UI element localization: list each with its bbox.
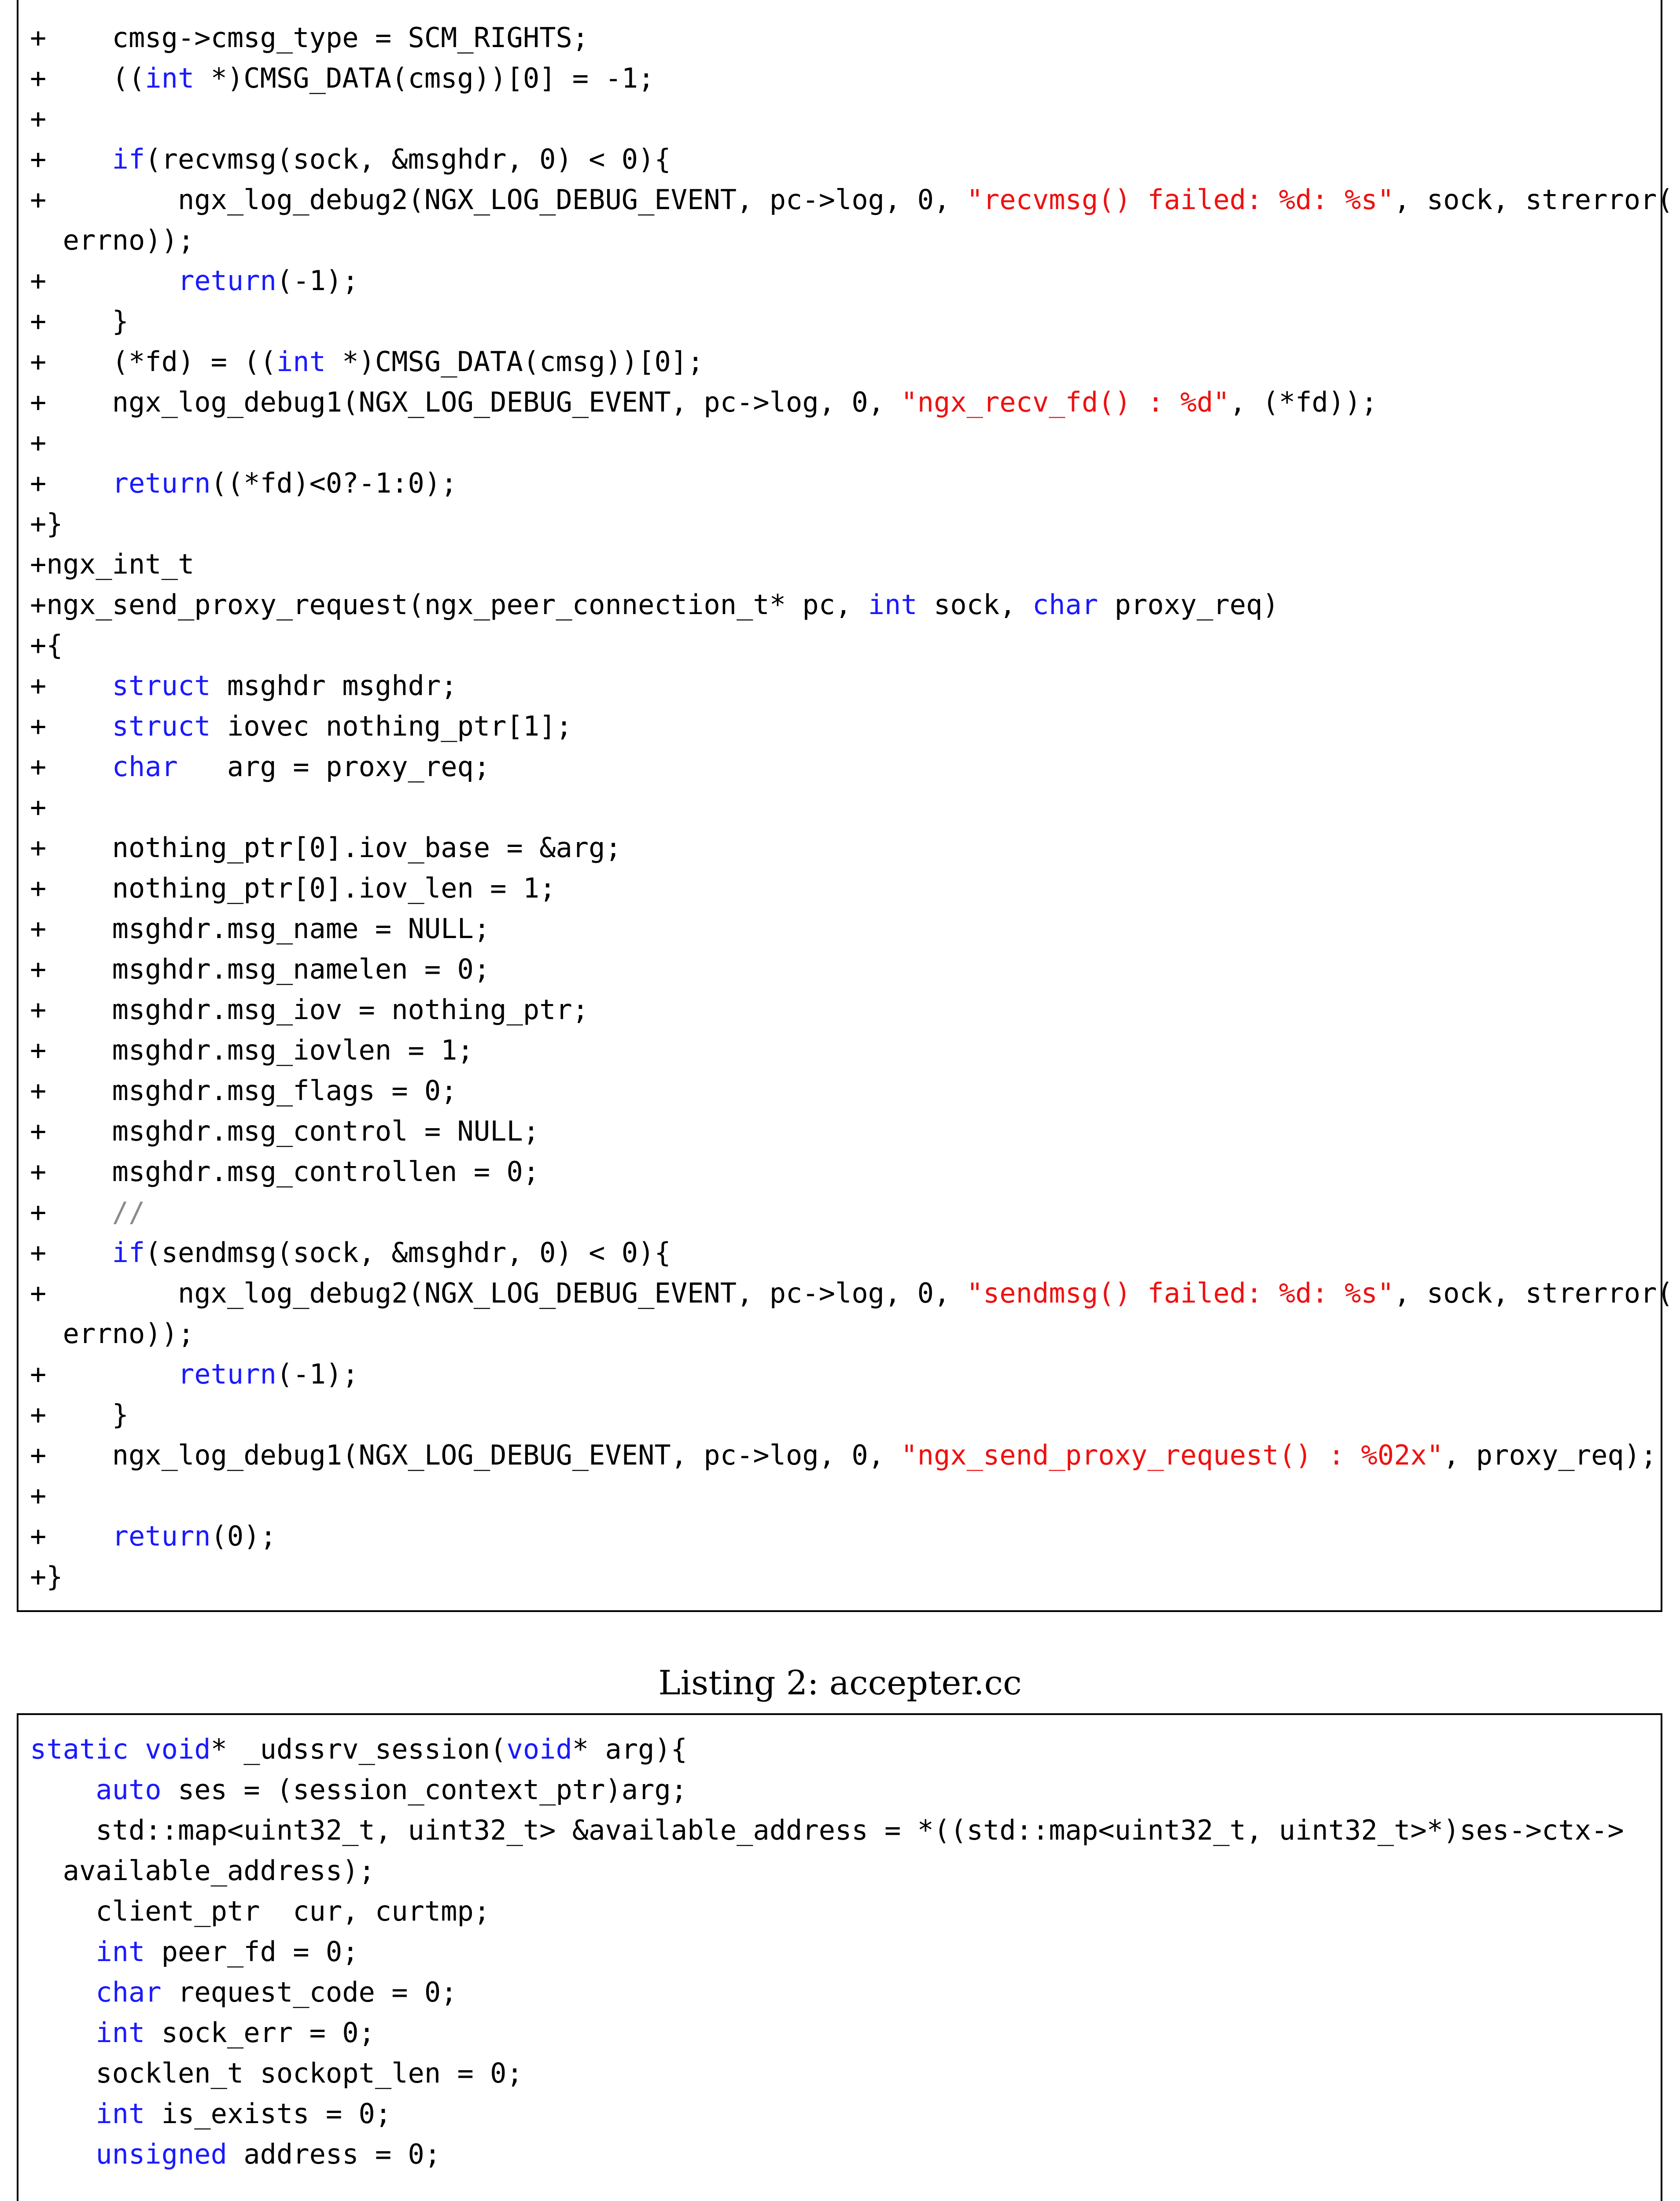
code-text: +ngx_int_t bbox=[30, 548, 195, 580]
code-text: +} bbox=[30, 508, 63, 540]
code-text: , (*fd)); bbox=[1229, 386, 1378, 418]
code-line bbox=[30, 1435, 1673, 1476]
code-line bbox=[30, 301, 1673, 342]
code-comment: // bbox=[112, 1196, 145, 1228]
code-listing-2 bbox=[17, 1713, 1662, 2201]
code-text bbox=[30, 1936, 96, 1968]
code-text: + bbox=[30, 427, 47, 459]
code-text: client_ptr cur, curtmp; bbox=[30, 1895, 490, 1927]
code-line bbox=[30, 990, 1673, 1030]
code-text: available_address); bbox=[30, 1855, 375, 1887]
code-text: ((*fd)<0?-1:0); bbox=[210, 467, 457, 499]
code-keyword: auto bbox=[96, 1774, 162, 1806]
code-line bbox=[30, 1152, 1673, 1192]
code-line bbox=[30, 1354, 1673, 1395]
code-text: + bbox=[30, 1237, 112, 1269]
code-text: + bbox=[30, 710, 112, 742]
code-text: * arg){ bbox=[572, 1733, 688, 1765]
code-line bbox=[30, 423, 1673, 463]
code-block-1 bbox=[30, 18, 1673, 1597]
code-line bbox=[30, 1395, 1673, 1435]
code-line bbox=[30, 949, 1673, 990]
code-keyword: int bbox=[96, 2098, 145, 2130]
code-text: + bbox=[30, 670, 112, 702]
code-line bbox=[30, 1891, 1624, 1932]
code-keyword: struct bbox=[112, 710, 211, 742]
code-keyword: static bbox=[30, 1733, 129, 1765]
code-line bbox=[30, 909, 1673, 949]
code-line bbox=[30, 139, 1673, 180]
code-text: (sendmsg(sock, &msghdr, 0) < 0){ bbox=[145, 1237, 671, 1269]
code-text: + bbox=[30, 103, 47, 135]
code-line bbox=[30, 1516, 1673, 1557]
code-text: std::map<uint32_t, uint32_t> &available_address = *((std::map<uint32_t, uint32_t>*)ses->ctx-> bbox=[30, 1814, 1624, 1846]
code-line bbox=[30, 342, 1673, 382]
code-text: + msghdr.msg_namelen = 0; bbox=[30, 953, 490, 985]
code-string: "ngx_send_proxy_request() : %02x" bbox=[901, 1439, 1444, 1471]
code-text: sock_err = 0; bbox=[145, 2017, 375, 2049]
code-text: + nothing_ptr[0].iov_base = &arg; bbox=[30, 832, 622, 864]
code-line bbox=[30, 625, 1673, 666]
code-listing-1 bbox=[17, 0, 1673, 1612]
code-line bbox=[30, 1111, 1673, 1152]
code-text: , proxy_req); bbox=[1443, 1439, 1657, 1471]
code-line bbox=[30, 2094, 1624, 2134]
code-line bbox=[30, 1476, 1673, 1516]
code-keyword: int bbox=[96, 2017, 145, 2049]
code-text: sock, bbox=[917, 589, 1032, 621]
code-line bbox=[30, 1972, 1624, 2013]
code-line bbox=[30, 180, 1673, 220]
code-line bbox=[30, 2053, 1624, 2094]
code-keyword: char bbox=[96, 1976, 162, 2008]
code-line bbox=[30, 747, 1673, 787]
code-text: + msghdr.msg_iov = nothing_ptr; bbox=[30, 994, 589, 1026]
code-line bbox=[30, 2134, 1624, 2175]
code-text: request_code = 0; bbox=[161, 1976, 457, 2008]
code-text: + bbox=[30, 1480, 47, 1512]
code-line bbox=[30, 18, 1673, 58]
code-text: arg = proxy_req; bbox=[177, 751, 490, 783]
code-keyword: char bbox=[112, 751, 178, 783]
code-text: + } bbox=[30, 305, 129, 337]
code-line bbox=[30, 1233, 1673, 1273]
code-keyword: struct bbox=[112, 670, 211, 702]
code-text: (recvmsg(sock, &msghdr, 0) < 0){ bbox=[145, 143, 671, 175]
code-text: is_exists = 0; bbox=[145, 2098, 392, 2130]
code-line bbox=[30, 1273, 1673, 1314]
code-line bbox=[30, 1557, 1673, 1597]
code-text: + msghdr.msg_controllen = 0; bbox=[30, 1156, 540, 1188]
code-line bbox=[30, 868, 1673, 909]
code-line bbox=[30, 1851, 1624, 1891]
code-text: proxy_req) bbox=[1098, 589, 1279, 621]
code-line bbox=[30, 1071, 1673, 1111]
code-line bbox=[30, 828, 1673, 868]
code-text: +{ bbox=[30, 629, 63, 661]
code-text: + ngx_log_debug1(NGX_LOG_DEBUG_EVENT, pc->log, 0, bbox=[30, 386, 901, 418]
code-keyword: char bbox=[1032, 589, 1098, 621]
code-block-2 bbox=[30, 1729, 1624, 2201]
code-text: + bbox=[30, 1520, 112, 1552]
code-text: errno)); bbox=[30, 224, 195, 256]
code-text: *)CMSG_DATA(cmsg))[0]; bbox=[325, 346, 704, 378]
code-text: ses = (session_context_ptr)arg; bbox=[161, 1774, 688, 1806]
code-text: + bbox=[30, 751, 112, 783]
code-text: * _udssrv_session( bbox=[210, 1733, 507, 1765]
code-text: + (*fd) = (( bbox=[30, 346, 276, 378]
code-text: address = 0; bbox=[227, 2138, 441, 2170]
code-keyword: return bbox=[112, 467, 211, 499]
code-text: + bbox=[30, 265, 178, 297]
code-text: (0); bbox=[210, 1520, 276, 1552]
code-text: msghdr msghdr; bbox=[210, 670, 457, 702]
code-keyword: return bbox=[177, 1358, 276, 1390]
code-keyword: unsigned bbox=[96, 2138, 227, 2170]
code-line bbox=[30, 706, 1673, 747]
code-text: + nothing_ptr[0].iov_len = 1; bbox=[30, 872, 556, 904]
code-line bbox=[30, 1770, 1624, 1810]
code-line bbox=[30, 2175, 1624, 2201]
code-line bbox=[30, 1030, 1673, 1071]
code-line bbox=[30, 544, 1673, 585]
code-text bbox=[30, 2138, 96, 2170]
code-keyword: return bbox=[112, 1520, 211, 1552]
code-text: + bbox=[30, 467, 112, 499]
code-text: iovec nothing_ptr[1]; bbox=[210, 710, 572, 742]
code-text bbox=[30, 2017, 96, 2049]
code-string: "ngx_recv_fd() : %d" bbox=[901, 386, 1230, 418]
code-line bbox=[30, 99, 1673, 139]
code-keyword: int bbox=[145, 62, 195, 94]
code-text: + ngx_log_debug2(NGX_LOG_DEBUG_EVENT, pc->log, 0, bbox=[30, 1277, 967, 1309]
code-text: + bbox=[30, 1196, 112, 1228]
code-keyword: void bbox=[506, 1733, 572, 1765]
code-line bbox=[30, 1729, 1624, 1770]
code-text bbox=[30, 2098, 96, 2130]
code-text: + bbox=[30, 1358, 178, 1390]
code-text: + msghdr.msg_flags = 0; bbox=[30, 1075, 457, 1107]
code-text: + cmsg->cmsg_type = SCM_RIGHTS; bbox=[30, 22, 589, 54]
code-line bbox=[30, 1932, 1624, 1972]
code-line bbox=[30, 220, 1673, 261]
code-keyword: int bbox=[276, 346, 326, 378]
code-line bbox=[30, 2013, 1624, 2053]
code-keyword: int bbox=[96, 1936, 145, 1968]
code-text: +} bbox=[30, 1561, 63, 1593]
code-line bbox=[30, 261, 1673, 301]
code-text: , sock, strerror( bbox=[1394, 184, 1673, 216]
code-text: socklen_t sockopt_len = 0; bbox=[30, 2057, 523, 2089]
code-text bbox=[129, 1733, 145, 1765]
code-text: peer_fd = 0; bbox=[145, 1936, 359, 1968]
code-text: +ngx_send_proxy_request(ngx_peer_connection_t* pc, bbox=[30, 589, 868, 621]
code-keyword: int bbox=[868, 589, 917, 621]
code-text: , sock, strerror( bbox=[1394, 1277, 1673, 1309]
code-string: "recvmsg() failed: %d: %s" bbox=[966, 184, 1394, 216]
code-line bbox=[30, 463, 1673, 504]
code-keyword: void bbox=[145, 1733, 211, 1765]
code-line bbox=[30, 1192, 1673, 1233]
code-line bbox=[30, 585, 1673, 625]
code-text: + bbox=[30, 143, 112, 175]
code-keyword: if bbox=[112, 143, 145, 175]
code-string: "sendmsg() failed: %d: %s" bbox=[966, 1277, 1394, 1309]
code-text: + msghdr.msg_control = NULL; bbox=[30, 1115, 540, 1147]
code-text bbox=[30, 1976, 96, 2008]
code-keyword: if bbox=[112, 1237, 145, 1269]
code-text bbox=[30, 1774, 96, 1806]
code-text: + msghdr.msg_iovlen = 1; bbox=[30, 1034, 474, 1066]
code-line bbox=[30, 1314, 1673, 1354]
code-text: + msghdr.msg_name = NULL; bbox=[30, 913, 490, 945]
code-keyword: return bbox=[177, 265, 276, 297]
code-line bbox=[30, 787, 1673, 828]
code-text: (-1); bbox=[276, 265, 359, 297]
code-line bbox=[30, 1810, 1624, 1851]
code-text: + bbox=[30, 791, 47, 823]
code-line bbox=[30, 382, 1673, 423]
code-text: errno)); bbox=[30, 1318, 195, 1350]
code-line bbox=[30, 58, 1673, 99]
code-line bbox=[30, 666, 1673, 706]
code-line bbox=[30, 504, 1673, 544]
code-text: *)CMSG_DATA(cmsg))[0] = -1; bbox=[194, 62, 655, 94]
code-text: + (( bbox=[30, 62, 145, 94]
code-text: (-1); bbox=[276, 1358, 359, 1390]
code-text: + } bbox=[30, 1399, 129, 1431]
code-text: + ngx_log_debug2(NGX_LOG_DEBUG_EVENT, pc->log, 0, bbox=[30, 184, 967, 216]
listing-caption: Listing 2: accepter.cc bbox=[658, 1663, 1022, 1702]
code-text: + ngx_log_debug1(NGX_LOG_DEBUG_EVENT, pc->log, 0, bbox=[30, 1439, 901, 1471]
